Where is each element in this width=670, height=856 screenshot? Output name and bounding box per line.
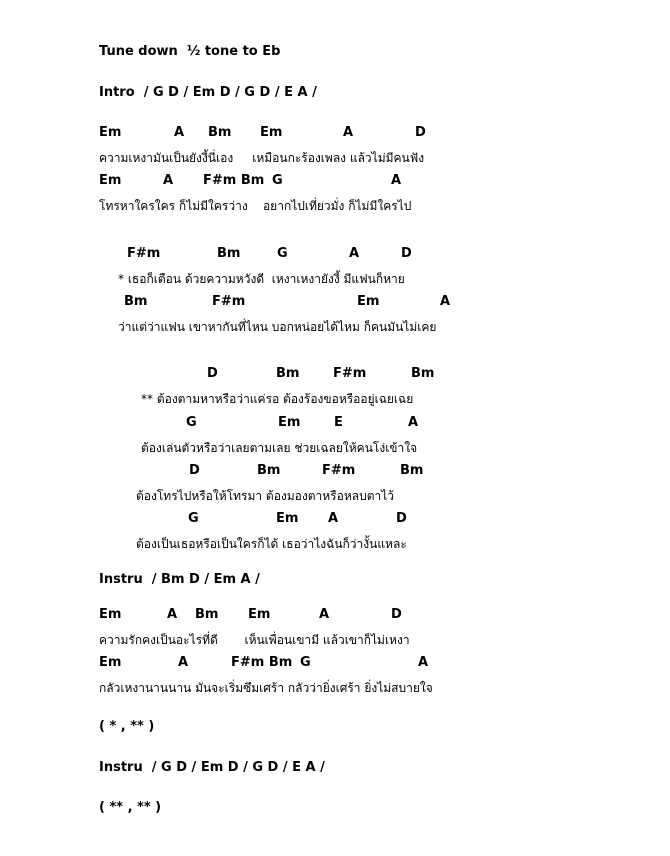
chord: A <box>343 125 354 140</box>
chord: D <box>391 607 402 622</box>
chord: A <box>391 173 402 188</box>
chord: Bm <box>276 366 300 381</box>
chord-line <box>0 366 670 382</box>
chord: G <box>188 511 199 526</box>
chord: D <box>396 511 407 526</box>
lyric-line: ว่าแต่ว่าแฟน เขาหากันที่ไหน บอกหน่อยได้ไหม ก็คนมันไม่เคย <box>118 320 437 334</box>
chord-line <box>0 655 670 671</box>
chord: Bm <box>411 366 435 381</box>
chord: A <box>174 125 185 140</box>
lyric-line: กลัวเหงานานนาน มันจะเริ่มซึมเศร้า กลัวว่ายิ่งเศร้า ยิ่งไม่สบายใจ <box>99 681 433 695</box>
chord: A <box>349 246 360 261</box>
chord: Bm <box>208 125 232 140</box>
instru-line: Instru / Bm D / Em A / <box>99 572 260 587</box>
chord: A <box>440 294 451 309</box>
chord-line <box>0 463 670 479</box>
lyric-line: ความรักคงเป็นอะไรที่ดี เห็นเพื่อนเขามี แล้วเขาก็ไม่เหงา <box>99 633 410 647</box>
chord: F#m Bm <box>203 173 265 188</box>
chord-line <box>0 415 670 431</box>
chord: F#m <box>322 463 356 478</box>
chord: G <box>186 415 197 430</box>
chord: Em <box>260 125 283 140</box>
chord-line <box>0 173 670 189</box>
chord: G <box>300 655 311 670</box>
chord-line <box>0 607 670 623</box>
chord-line <box>0 294 670 310</box>
chord: A <box>328 511 339 526</box>
chord-line <box>0 511 670 527</box>
chord: D <box>401 246 412 261</box>
instru-line: Instru / G D / Em D / G D / E A / <box>99 760 325 775</box>
lyric-line: * เธอก็เตือน ด้วยความหวังดี เหงาเหงายังงี้ มีแฟนก็หาย <box>118 272 405 286</box>
chord: Em <box>278 415 301 430</box>
chord: D <box>189 463 200 478</box>
chord: E <box>334 415 343 430</box>
chord: A <box>178 655 189 670</box>
lyric-line: โทรหาใครใคร ก็ไม่มีใครว่าง อยากไปเที่ยวมั่ง ก็ไม่มีใครไป <box>99 199 412 213</box>
chord: G <box>272 173 283 188</box>
lyric-line: ต้องโทรไปหรือให้โทรมา ต้องมองตาหรือหลบตาไว้ <box>136 489 395 503</box>
chord: D <box>415 125 426 140</box>
chord: F#m <box>212 294 246 309</box>
lyric-line: ต้องเล่นตัวหรือว่าเลยตามเลย ช่วยเฉลยให้คนโง่เข้าใจ <box>141 441 418 455</box>
chord: D <box>207 366 218 381</box>
chord: Em <box>99 655 122 670</box>
chord: Bm <box>195 607 219 622</box>
lyric-line: ความเหงามันเป็นยังงี้นี่เอง เหมือนกะร้องเพลง แล้วไม่มีคนฟัง <box>99 151 425 165</box>
chord: Em <box>99 607 122 622</box>
chord: Bm <box>217 246 241 261</box>
chord: Em <box>248 607 271 622</box>
chord: G <box>277 246 288 261</box>
chord: F#m Bm <box>231 655 293 670</box>
chord: Em <box>357 294 380 309</box>
tuning-note: Tune down ½ tone to Eb <box>99 44 281 59</box>
chord: F#m <box>127 246 161 261</box>
repeat-marker: ( ** , ** ) <box>99 800 162 815</box>
chord: Em <box>99 125 122 140</box>
chord: A <box>163 173 174 188</box>
chord-line <box>0 246 670 262</box>
chord-line <box>0 125 670 141</box>
chord: Em <box>276 511 299 526</box>
lyric-line: ต้องเป็นเธอหรือเป็นใครก็ได้ เธอว่าไงฉันก็ว่างั้นแหละ <box>136 537 407 551</box>
chord: Bm <box>400 463 424 478</box>
chord: Em <box>99 173 122 188</box>
intro-line: Intro / G D / Em D / G D / E A / <box>99 85 317 100</box>
chord: A <box>167 607 178 622</box>
repeat-marker: ( * , ** ) <box>99 719 155 734</box>
chord: Bm <box>124 294 148 309</box>
chord: A <box>418 655 429 670</box>
lyric-line: ** ต้องตามหาหรือว่าแค่รอ ต้องร้องขอหรืออยู่เฉยเฉย <box>141 392 414 406</box>
chord: A <box>408 415 419 430</box>
chord: A <box>319 607 330 622</box>
chord: Bm <box>257 463 281 478</box>
chord: F#m <box>333 366 367 381</box>
